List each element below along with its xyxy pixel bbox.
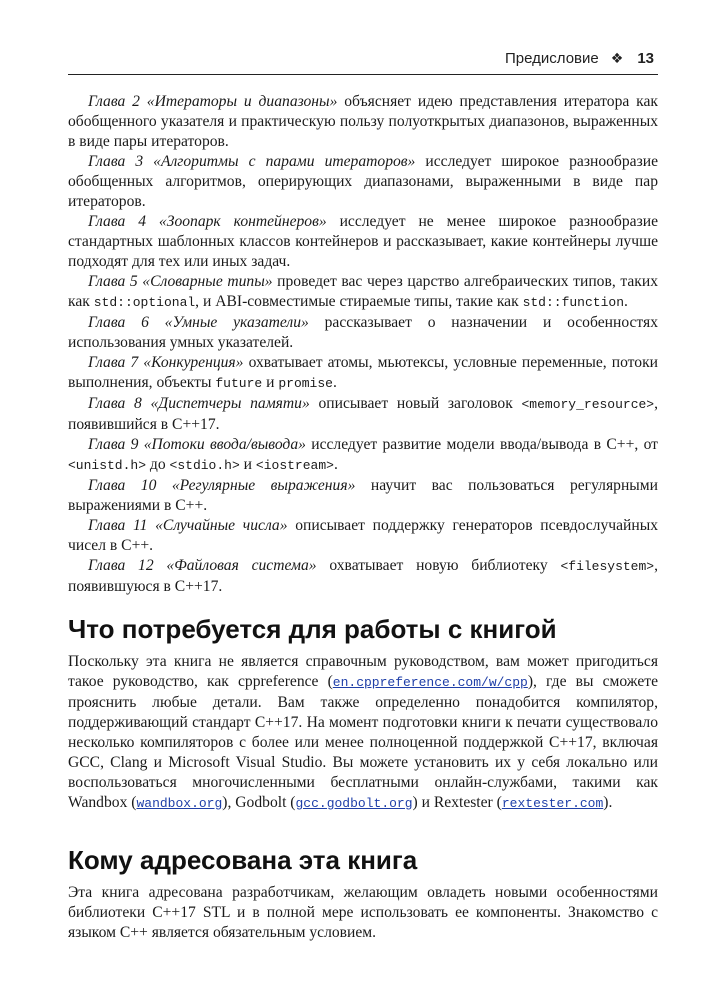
code-term: <memory_resource>: [521, 397, 655, 412]
chapter-2-paragraph: [68, 92, 658, 152]
godbolt-link[interactable]: gcc.godbolt.org: [295, 796, 413, 811]
chapter-list: [68, 92, 658, 597]
chapter-title: Глава 3 «Алгоритмы с парами итераторов»: [88, 153, 416, 170]
chapter-title: Глава 4 «Зоопарк контейнеров»: [88, 213, 327, 230]
chapter-text: объясняет идею представления итератора как обобщенного указателя и практическую пользу полуоткрытых диапазонов, выраженных в виде пары итераторов.: [68, 93, 658, 150]
chapter-text: и: [239, 456, 256, 473]
chapter-7-paragraph: [68, 353, 658, 394]
chapter-title: Глава 12 «Файловая система»: [88, 557, 317, 574]
chapter-8-paragraph: [68, 394, 658, 435]
chapter-text: научит вас пользоваться регулярными выражениями в C++.: [68, 477, 658, 514]
chapter-text: до: [146, 456, 170, 473]
code-term: <filesystem>: [560, 559, 655, 574]
chapter-title: Глава 5 «Словарные типы»: [88, 273, 273, 290]
audience-heading: Кому адресована эта книга: [68, 845, 418, 875]
code-term: <iostream>: [255, 458, 334, 473]
chapter-text: исследует развитие модели ввода/вывода в C++, от: [305, 436, 658, 453]
paragraph-text: ), Godbolt (: [222, 794, 296, 811]
chapter-text: охватывает новую библиотеку: [316, 557, 561, 574]
chapter-title: Глава 6 «Умные указатели»: [88, 314, 309, 331]
rextester-link[interactable]: rextester.com: [501, 796, 604, 811]
chapter-title: Глава 2 «Итераторы и диапазоны»: [88, 93, 338, 110]
chapter-4-paragraph: [68, 212, 658, 272]
chapter-text: охватывает атомы, мьютексы, условные переменные, потоки выполнения, объекты: [68, 354, 658, 391]
audience-paragraph: Эта книга адресована разработчикам, желающим овладеть новыми особенностями библиотеки C++17 STL и в полной мере использовать ее компоненты. Знакомство с языком C++ является обязательным условием.: [68, 884, 658, 941]
chapter-5-paragraph: [68, 272, 658, 313]
header-separator-icon: ❖: [610, 50, 624, 66]
chapter-11-paragraph: [68, 516, 658, 556]
chapter-text: и: [262, 374, 279, 391]
chapter-title: Глава 8 «Диспетчеры памяти»: [88, 395, 310, 412]
chapter-text: проведет вас через царство алгебраических типов, таких как: [68, 273, 658, 310]
code-term: <unistd.h>: [68, 458, 147, 473]
paragraph-text: ).: [603, 794, 613, 811]
chapter-text: .: [333, 456, 338, 473]
paragraph-text: ) и Rextester (: [412, 794, 502, 811]
page-number: 13: [637, 50, 654, 67]
chapter-text: , появившийся в C++17.: [68, 395, 659, 433]
chapter-text: описывает новый заголовок: [309, 395, 522, 412]
paragraph-text: ), где вы сможете прояснить любые детали. Вам также определенно понадобится компилятор, поддерживающий стандарт C++17. На момент подготовки книги к печати существовало несколько компиляторов с более или менее полноценной поддержкой C++17, включая GCC, Clang и Microsoft Visual Studio. Вы можете установить их у себя локально или воспользоваться многочисленными бесплатными онлайн-службами, такими как Wandbox (: [68, 673, 659, 811]
wandbox-link[interactable]: wandbox.org: [136, 796, 223, 811]
chapter-text: рассказывает о назначении и особенностях использования умных указателей.: [68, 314, 659, 351]
chapter-12-paragraph: [68, 556, 658, 597]
header-section-title: Предисловие: [505, 50, 599, 67]
code-term: std::function: [522, 295, 624, 310]
requirements-heading: Что потребуется для работы с книгой: [68, 614, 557, 644]
header-right: [505, 50, 654, 67]
chapter-9-paragraph: [68, 435, 658, 476]
code-term: promise: [278, 376, 333, 391]
chapter-text: , и ABI-совместимые стираемые типы, такие как: [195, 293, 523, 310]
chapter-text: , появившуюся в C++17.: [68, 557, 658, 595]
chapter-title: Глава 10 «Регулярные выражения»: [88, 477, 356, 494]
chapter-10-paragraph: [68, 476, 658, 516]
chapter-title: Глава 7 «Конкуренция»: [88, 354, 244, 371]
chapter-title: Глава 11 «Случайные числа»: [88, 517, 288, 534]
chapter-text: .: [624, 293, 628, 310]
chapter-3-paragraph: [68, 152, 658, 212]
cppreference-link[interactable]: en.cppreference.com/w/cpp: [332, 675, 528, 690]
requirements-paragraph: [68, 652, 658, 814]
code-term: future: [215, 376, 263, 391]
chapter-6-paragraph: [68, 313, 658, 353]
code-term: std::optional: [93, 295, 196, 310]
chapter-title: Глава 9 «Потоки ввода/вывода»: [88, 436, 306, 453]
chapter-text: .: [332, 374, 337, 391]
chapter-text: исследует не менее широкое разнообразие стандартных шаблонных классов контейнеров и рассказывает, какие контейнеры лучше подходят для тех или иных задач.: [68, 213, 658, 270]
running-header: [68, 50, 658, 75]
chapter-text: исследует широкое разнообразие обобщенных алгоритмов, оперирующих диапазонами, выраженными в виде пар итераторов.: [68, 153, 658, 210]
code-term: <stdio.h>: [169, 458, 240, 473]
chapter-text: описывает поддержку генераторов псевдослучайных чисел в C++.: [68, 517, 658, 554]
paragraph-text: Поскольку эта книга не является справочным руководством, вам может пригодиться такое руководство, как cppreference (: [68, 653, 658, 690]
